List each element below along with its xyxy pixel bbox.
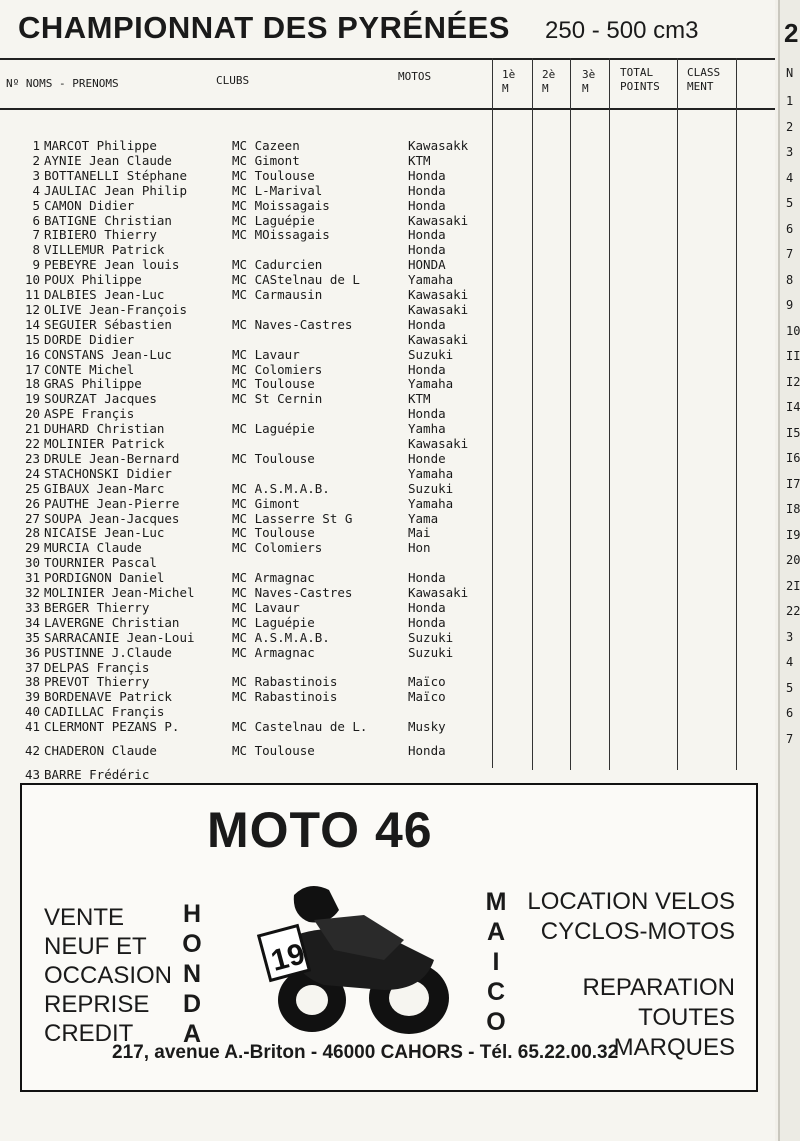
rider-name: DUHARD Christian — [44, 421, 165, 437]
rider-name: PEBEYRE Jean louis — [44, 257, 180, 273]
rider-number: 38 — [24, 674, 40, 690]
rider-moto: Yamaha — [408, 465, 454, 481]
rider-number: 28 — [24, 525, 40, 541]
rider-name: NICAISE Jean-Luc — [44, 525, 165, 541]
adjacent-page-number: 7 — [786, 731, 794, 746]
rider-name: GRAS Philippe — [44, 376, 142, 392]
rider-name: CADILLAC Françis — [44, 704, 165, 720]
rider-name: LAVERGNE Christian — [44, 614, 180, 630]
rider-row — [0, 332, 775, 347]
rider-moto: KTM — [408, 391, 431, 407]
header-total-points: TOTAL POINTS — [620, 66, 660, 93]
rider-row — [0, 645, 775, 660]
rider-club: MC Laguépie — [232, 421, 315, 437]
rider-name: OLIVE Jean-François — [44, 301, 187, 317]
rider-number: 36 — [24, 644, 40, 660]
rider-club: MC A.S.M.A.B. — [232, 629, 330, 645]
rider-name: CONTE Michel — [44, 361, 135, 377]
rider-row — [0, 496, 775, 511]
rider-row — [0, 287, 775, 302]
rider-number: 17 — [24, 361, 40, 377]
rider-club: MC L-Marival — [232, 182, 323, 198]
ad-right-line: REPARATION — [582, 974, 735, 1001]
adjacent-page-number: I6 — [786, 451, 800, 465]
ad-services-right-top — [525, 887, 735, 947]
rider-name: CONSTANS Jean-Luc — [44, 346, 172, 362]
rider-number: 19 — [24, 391, 40, 407]
rider-moto: Kawasaki — [408, 331, 469, 347]
rider-moto: Maïco — [408, 689, 446, 705]
adjacent-page-number: 6 — [786, 706, 794, 720]
rider-row — [0, 183, 775, 198]
rider-moto: Honda — [408, 316, 446, 332]
rider-club: MC MOissagais — [232, 227, 330, 243]
header-m3: 3è M — [582, 68, 596, 95]
adjacent-page-number: I8 — [786, 502, 800, 516]
rider-name: MOLINIER Patrick — [44, 436, 165, 451]
adjacent-page-title: 2 — [784, 18, 799, 48]
rider-number: 12 — [24, 301, 40, 317]
rider-moto: Honda — [408, 743, 446, 758]
rider-moto: KTM — [408, 152, 431, 168]
rider-club: MC Rabastinois — [232, 674, 338, 690]
rider-moto: Honda — [408, 242, 446, 258]
rider-row — [0, 362, 775, 377]
rider-moto: Honda — [408, 599, 446, 615]
rider-club: MC Lasserre St G — [232, 510, 353, 526]
rider-name: GIBAUX Jean-Marc — [44, 480, 165, 496]
adjacent-page-number: 2 — [786, 119, 794, 134]
rider-row — [0, 317, 775, 332]
ad-vertical-maico — [484, 887, 508, 1037]
vertical-letter: A — [182, 1020, 202, 1048]
adjacent-page-number: 22 — [786, 604, 800, 618]
rider-moto: Honda — [408, 197, 446, 213]
rider-row — [0, 436, 775, 451]
adjacent-page-number: I5 — [786, 425, 800, 440]
rider-number: 7 — [32, 227, 40, 243]
adjacent-page-number: 3 — [786, 629, 794, 644]
rider-club: MC Toulouse — [232, 525, 315, 541]
rider-row — [0, 257, 775, 272]
rider-name: DALBIES Jean-Luc — [44, 287, 165, 302]
rider-club: MC Laguépie — [232, 614, 315, 630]
rider-club: MC Cadurcien — [232, 257, 323, 273]
adjacent-page-header: N — [786, 66, 794, 80]
rider-moto: Musky — [408, 719, 446, 735]
ad-title: MOTO 46 — [207, 802, 433, 858]
rider-moto: Yamaha — [408, 376, 454, 392]
rider-row — [0, 451, 775, 466]
ad-right-line: CYCLOS-MOTOS — [540, 918, 735, 945]
adjacent-page-number: 5 — [786, 680, 794, 695]
rider-row — [0, 421, 775, 436]
rider-club: MC Toulouse — [232, 376, 315, 392]
adjacent-page-number: II — [786, 349, 800, 363]
front-hub — [296, 985, 328, 1015]
rider-number: 43 — [24, 766, 40, 782]
rider-club: MC Toulouse — [232, 743, 315, 758]
rider-number: 32 — [24, 585, 40, 600]
rider-moto: Honda — [408, 227, 446, 243]
rider-club: MC Toulouse — [232, 450, 315, 466]
rider-row — [0, 213, 775, 228]
rider-name: DRULE Jean-Bernard — [44, 450, 180, 466]
vertical-letter: O — [486, 1008, 506, 1036]
rider-row — [0, 347, 775, 362]
rider-moto: Mai — [408, 525, 431, 541]
rider-name: SEGUIER Sébastien — [44, 316, 172, 332]
rider-row — [0, 227, 775, 242]
rider-name: BATIGNE Christian — [44, 212, 172, 228]
rider-number: 26 — [24, 495, 40, 511]
adjacent-page-number: I4 — [786, 400, 800, 414]
rider-name: DELPAS Françis — [44, 659, 150, 675]
rider-number: 16 — [24, 346, 40, 362]
rider-row — [0, 719, 775, 734]
rider-name: CLERMONT PEZANS P. — [44, 719, 180, 735]
rider-row — [0, 674, 775, 689]
rider-club: MC Gimont — [232, 152, 300, 168]
header-m1: 1è M — [502, 68, 516, 95]
rider-moto: Suzuki — [408, 629, 454, 645]
rider-name: TOURNIER Pascal — [44, 555, 157, 571]
rider-moto: Honda — [408, 570, 446, 586]
rider-name: SARRACANIE Jean-Loui — [44, 629, 195, 645]
rider-club: MC Cazeen — [232, 138, 300, 153]
rider-number: 14 — [24, 316, 40, 332]
rider-club: MC Lavaur — [232, 599, 300, 615]
rider-club: MC Armagnac — [232, 570, 315, 586]
rider-moto: Yamaha — [408, 495, 454, 511]
rider-moto: Kawasaki — [408, 301, 469, 317]
rider-number: 27 — [24, 510, 40, 526]
rider-row — [0, 615, 775, 630]
rider-row — [0, 198, 775, 213]
rider-moto: Yamha — [408, 421, 446, 437]
rider-row — [0, 540, 775, 555]
rider-row — [0, 138, 775, 153]
ad-right-line: TOUTES MARQUES — [613, 1004, 735, 1061]
ad-services-left — [44, 903, 172, 1048]
adjacent-page-number: 20 — [786, 553, 800, 567]
rider-number: 10 — [24, 272, 40, 288]
vertical-letter: C — [486, 978, 506, 1006]
adjacent-page-number: 9 — [786, 298, 794, 312]
rider-number: 6 — [32, 212, 40, 228]
adjacent-page-number: 2I — [786, 578, 800, 593]
rider-row — [0, 689, 775, 704]
adjacent-page-number: 4 — [786, 170, 794, 185]
page-subtitle: 250 - 500 cm3 — [545, 17, 699, 44]
rider-name: STACHONSKI Didier — [44, 465, 172, 481]
rider-club: MC CAStelnau de L — [232, 272, 360, 288]
rider-club: MC Moissagais — [232, 197, 330, 213]
rider-club: MC Toulouse — [232, 167, 315, 183]
rider-row — [0, 272, 775, 287]
rider-number: 9 — [32, 257, 40, 273]
rider-club: MC Carmausin — [232, 287, 323, 302]
rider-number: 22 — [24, 436, 40, 451]
adjacent-page-number: 4 — [786, 655, 794, 669]
rider-name: POUX Philippe — [44, 272, 142, 288]
rider-club: MC Rabastinois — [232, 689, 338, 705]
rider-row — [0, 555, 775, 570]
rider-moto: Maïco — [408, 674, 446, 690]
header-clubs: CLUBS — [216, 74, 250, 87]
rider-moto: Yamaha — [408, 272, 454, 288]
rider-row — [0, 466, 775, 481]
adjacent-page-number: 7 — [786, 247, 794, 261]
rider-row — [0, 570, 775, 585]
rider-row — [0, 302, 775, 317]
rider-club: MC Lavaur — [232, 346, 300, 362]
adjacent-page-number: 10 — [786, 323, 800, 338]
rider-moto: Honda — [408, 361, 446, 377]
rider-row — [0, 660, 775, 675]
rider-name: MARCOT Philippe — [44, 138, 157, 153]
rider-moto: Kawasaki — [408, 436, 469, 451]
rider-moto: Honda — [408, 182, 446, 198]
rider-number: 11 — [24, 287, 40, 302]
adjacent-page-number: 5 — [786, 196, 794, 210]
rider-number: 42 — [24, 743, 40, 758]
rider-number: 31 — [24, 570, 40, 586]
rider-number: 24 — [24, 465, 40, 481]
bike-number: 19 — [267, 937, 309, 978]
rider-row — [0, 600, 775, 615]
rider-moto: Suzuki — [408, 346, 454, 362]
rider-number: 3 — [32, 167, 40, 183]
adjacent-page-number: 1 — [786, 94, 794, 108]
rider-number: 41 — [24, 719, 40, 735]
rider-row — [0, 743, 775, 758]
vertical-letter: I — [492, 948, 500, 976]
rider-name: BOTTANELLI Stéphane — [44, 167, 187, 183]
rider-moto: Honda — [408, 406, 446, 422]
header-classement: CLASS MENT — [687, 66, 721, 93]
vertical-letter: M — [485, 888, 507, 916]
rider-moto: Honde — [408, 450, 446, 466]
rider-number: 34 — [24, 614, 40, 630]
rider-number: 37 — [24, 659, 40, 675]
ad-right-line: LOCATION VELOS — [527, 888, 735, 915]
rider-number: 39 — [24, 689, 40, 705]
rider-name: PAUTHE Jean-Pierre — [44, 495, 180, 511]
adjacent-page-number: 6 — [786, 221, 794, 236]
adjacent-page-number: 8 — [786, 272, 794, 287]
rider-row — [0, 511, 775, 526]
rider-row — [0, 585, 775, 600]
rider-name: VILLEMUR Patrick — [44, 242, 165, 258]
rider-name: PREVOT Thierry — [44, 674, 150, 690]
ad-address: 217, avenue A.-Briton - 46000 CAHORS - Tél. 65.22.00.32 — [112, 1042, 619, 1063]
rider-row — [0, 767, 775, 782]
vertical-letter: N — [182, 960, 202, 988]
rider-number: 29 — [24, 540, 40, 556]
rider-club: MC Castelnau de L. — [232, 719, 368, 735]
rider-club: MC Gimont — [232, 495, 300, 511]
rider-number: 30 — [24, 555, 40, 571]
rider-club: MC Naves-Castres — [232, 316, 353, 332]
rider-moto: Kawasaki — [408, 585, 469, 600]
rider-club: MC Naves-Castres — [232, 585, 353, 600]
rider-number: 15 — [24, 331, 40, 347]
rider-number: 40 — [24, 704, 40, 720]
rider-moto: Kawasaki — [408, 212, 469, 228]
rider-row — [0, 391, 775, 406]
rider-number: 21 — [24, 421, 40, 437]
rider-number: 33 — [24, 599, 40, 615]
adjacent-page-number: I2 — [786, 374, 800, 389]
rider-name: PORDIGNON Daniel — [44, 570, 165, 586]
rider-club: MC Colomiers — [232, 540, 323, 556]
rider-moto: Hon — [408, 540, 431, 556]
rider-name: ASPE Françis — [44, 406, 135, 422]
adjacent-page-edge — [778, 0, 800, 1141]
rider-name: BORDENAVE Patrick — [44, 689, 172, 705]
rider-moto: Yama — [408, 510, 439, 526]
header-motos: MOTOS — [398, 70, 432, 83]
rider-row — [0, 406, 775, 421]
rider-name: RIBIERO Thierry — [44, 227, 157, 243]
rider-name: DORDE Didier — [44, 331, 135, 347]
header-no-noms: Nº NOMS - PRENOMS — [6, 77, 119, 90]
rider-moto: Suzuki — [408, 480, 454, 496]
vertical-letter: A — [486, 918, 506, 946]
header-m2: 2è M — [542, 68, 556, 95]
rider-name: CHADERON Claude — [44, 743, 157, 758]
rider-row — [0, 630, 775, 645]
rider-club: MC St Cernin — [232, 391, 323, 407]
rider-name: SOUPA Jean-Jacques — [44, 510, 180, 526]
vertical-letter: O — [182, 930, 202, 958]
ad-vertical-honda — [180, 899, 204, 1049]
rider-moto: Suzuki — [408, 644, 454, 660]
ad-left-line: CREDIT — [44, 1020, 134, 1047]
rider-name: AYNIE Jean Claude — [44, 152, 172, 168]
rider-number: 1 — [32, 138, 40, 153]
header-bottom-rule — [0, 108, 775, 110]
rider-name: SOURZAT Jacques — [44, 391, 157, 407]
rider-name: JAULIAC Jean Philip — [44, 182, 187, 198]
rider-number: 35 — [24, 629, 40, 645]
helmet — [294, 886, 339, 923]
motorcycle-rider-illustration — [234, 880, 464, 1040]
rider-row — [0, 481, 775, 496]
moto46-advertisement — [20, 783, 758, 1092]
rider-number: 5 — [32, 197, 40, 213]
rider-club: MC A.S.M.A.B. — [232, 480, 330, 496]
rider-club: MC Armagnac — [232, 644, 315, 660]
ad-left-line: REPRISE — [44, 991, 150, 1018]
adjacent-page-number: 3 — [786, 145, 794, 159]
rider-row — [0, 525, 775, 540]
ad-left-line: OCCASION — [44, 962, 173, 989]
page-title: CHAMPIONNAT DES PYRÉNÉES — [18, 10, 510, 45]
rider-name: PUSTINNE J.Claude — [44, 644, 172, 660]
rider-number: 18 — [24, 376, 40, 392]
rider-name: CAMON Didier — [44, 197, 135, 213]
rider-number: 20 — [24, 406, 40, 422]
rider-number: 25 — [24, 480, 40, 496]
rider-row — [0, 242, 775, 257]
vertical-letter: H — [182, 900, 202, 928]
adjacent-page-number: I7 — [786, 476, 800, 491]
rider-moto: Honda — [408, 614, 446, 630]
rider-name: MURCIA Claude — [44, 540, 142, 556]
rider-club: MC Laguépie — [232, 212, 315, 228]
header-top-rule — [0, 58, 775, 60]
ad-left-line: VENTE — [44, 904, 125, 931]
rider-row — [0, 704, 775, 719]
rider-name: MOLINIER Jean-Michel — [44, 585, 195, 600]
rider-name: BARRE Frédéric — [44, 766, 150, 782]
rider-row — [0, 376, 775, 391]
rider-moto: HONDA — [408, 257, 446, 273]
rider-number: 8 — [32, 242, 40, 258]
ad-left-line: NEUF ET — [44, 933, 147, 960]
rider-club: MC Colomiers — [232, 361, 323, 377]
rider-moto: Kawasakk — [408, 138, 469, 153]
rider-row — [0, 168, 775, 183]
rider-moto: Kawasaki — [408, 287, 469, 302]
rider-number: 2 — [32, 152, 40, 168]
rider-name: BERGER Thierry — [44, 599, 150, 615]
rider-number: 4 — [32, 182, 40, 198]
rider-row — [0, 153, 775, 168]
rider-moto: Honda — [408, 167, 446, 183]
rider-number: 23 — [24, 450, 40, 466]
vertical-letter: D — [182, 990, 202, 1018]
adjacent-page-number: I9 — [786, 527, 800, 542]
